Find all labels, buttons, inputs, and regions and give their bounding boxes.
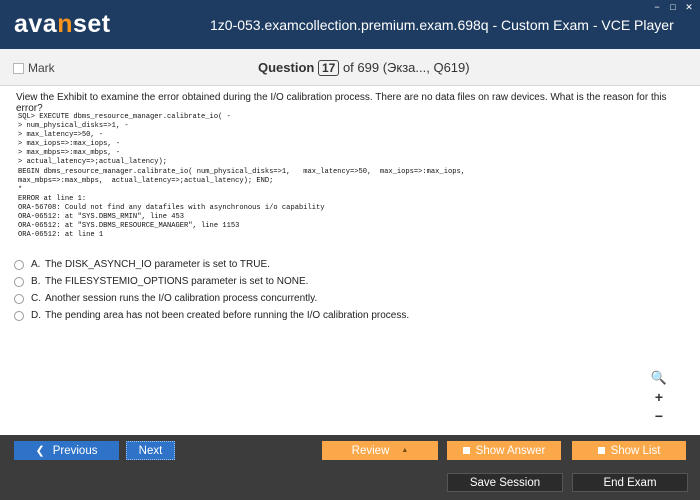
exhibit-code: SQL> EXECUTE dbms_resource_manager.calibrate_io( - > num_physical_disks=>1, - > max_latency=>50, - > max_iops=>:max_iops, - > max_mbps=>:max_mbps, - > actual_latency=>;actual_latency); BEGIN dbms_resource_manager.calibrate_io( num_physical_disks=>1, max_latency=>50, max_iops=>:max_iops, max_mbps=>:max_mbps, actual_latency=>;actual_latency); END; * ERROR at line 1: ORA-56708: Could not find any datafiles with asynchronous i/o capability ORA-06512: at "SYS.DBMS_RMIN", line 453 ORA-06512: at "SYS.DBMS_RESOURCE_MANAGER", line 1153 ORA-06512: at line 1 <box>18 113 465 240</box>
previous-button[interactable] <box>14 441 119 460</box>
option-text: Another session runs the I/O calibration process concurrently. <box>45 293 318 304</box>
option-text: The DISK_ASYNCH_IO parameter is set to TRUE. <box>45 259 270 270</box>
radio-icon[interactable] <box>14 311 24 321</box>
option-letter: B. <box>31 276 41 287</box>
chevron-left-icon: ❮ <box>35 445 45 457</box>
checkbox-icon <box>598 447 605 454</box>
question-number-box[interactable]: 17 <box>318 60 339 76</box>
review-label: Review <box>351 444 390 457</box>
title-bar <box>0 0 700 49</box>
question-label: Question <box>258 60 315 75</box>
search-icon: 🔍 <box>650 370 668 385</box>
question-header <box>0 49 700 86</box>
option-letter: A. <box>31 259 41 270</box>
option-c[interactable] <box>14 290 409 307</box>
review-button[interactable] <box>322 441 438 460</box>
mark-checkbox[interactable] <box>13 61 55 75</box>
question-counter <box>258 60 470 76</box>
window-controls <box>652 2 694 12</box>
close-icon[interactable]: ✕ <box>685 2 693 12</box>
question-total: of 699 (Экза..., Q619) <box>342 60 470 75</box>
question-text: View the Exhibit to examine the error obtained during the I/O calibration process. There are no data files on raw devices. What is the reason for this error? <box>16 92 667 114</box>
save-session-button[interactable] <box>447 473 563 492</box>
end-exam-label: End Exam <box>603 476 657 489</box>
answer-options <box>14 256 409 324</box>
zoom-controls <box>648 370 672 426</box>
option-d[interactable] <box>14 307 409 324</box>
maximize-icon[interactable]: □ <box>670 2 676 12</box>
checkbox-icon[interactable] <box>13 63 24 74</box>
checkbox-icon <box>463 447 470 454</box>
mark-label: Mark <box>28 61 55 75</box>
radio-icon[interactable] <box>14 260 24 270</box>
radio-icon[interactable] <box>14 277 24 287</box>
option-b[interactable] <box>14 273 409 290</box>
next-button[interactable] <box>126 441 175 460</box>
show-list-button[interactable] <box>572 441 686 460</box>
minimize-icon[interactable]: − <box>654 2 660 12</box>
triangle-up-icon: ▲ <box>401 447 409 454</box>
option-text: The FILESYSTEMIO_OPTIONS parameter is set to NONE. <box>45 276 309 287</box>
radio-icon[interactable] <box>14 294 24 304</box>
show-answer-button[interactable] <box>447 441 561 460</box>
option-text: The pending area has not been created before running the I/O calibration process. <box>45 310 410 321</box>
zoom-in-button[interactable]: + <box>654 389 664 405</box>
previous-label: Previous <box>52 444 98 457</box>
end-exam-button[interactable] <box>572 473 688 492</box>
show-answer-label: Show Answer <box>475 444 546 457</box>
save-session-label: Save Session <box>469 476 541 489</box>
option-letter: D. <box>31 310 41 321</box>
avanset-logo: avanset <box>14 10 111 38</box>
window-title: 1z0-053.examcollection.premium.exam.698q - Custom Exam - VCE Player <box>210 17 674 33</box>
zoom-out-button[interactable]: − <box>654 408 664 424</box>
option-letter: C. <box>31 293 41 304</box>
show-list-label: Show List <box>610 444 661 457</box>
next-label: Next <box>138 444 163 457</box>
option-a[interactable] <box>14 256 409 273</box>
